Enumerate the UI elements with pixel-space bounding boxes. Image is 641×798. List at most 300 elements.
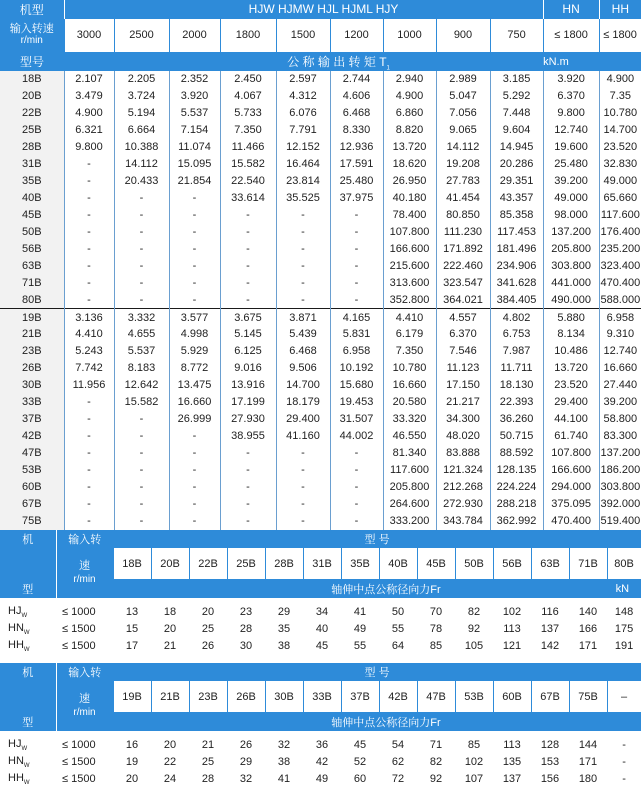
torque-value: 8.820	[383, 122, 436, 139]
torque-value: 9.800	[543, 105, 599, 122]
model-header-top: 机	[0, 663, 56, 681]
force-value: 116	[541, 606, 559, 619]
torque-value: 3.577	[169, 309, 220, 326]
torque-value: 10.192	[330, 360, 383, 377]
force-value: 135	[502, 756, 522, 769]
speed-cell: ≤ 1800	[599, 18, 641, 52]
torque-value: 10.486	[543, 343, 599, 360]
torque-value: 18.620	[383, 156, 436, 173]
torque-value: -	[276, 258, 330, 275]
torque-value: 26.999	[169, 411, 220, 428]
torque-value: -	[169, 292, 220, 309]
torque-value: 3.675	[220, 309, 276, 326]
force-value: 18	[163, 606, 177, 619]
torque-value: 181.496	[490, 241, 543, 258]
radial-force-row	[0, 604, 641, 621]
torque-value: -	[276, 445, 330, 462]
size-cell: 40B	[379, 548, 417, 580]
torque-value: 58.800	[599, 411, 641, 428]
size-label: 31B	[0, 156, 64, 173]
torque-value: -	[169, 445, 220, 462]
force-value: 191	[614, 640, 634, 653]
speed-label-2: 速	[79, 559, 90, 572]
torque-value: -	[64, 513, 114, 530]
size-label: 35B	[0, 173, 64, 190]
force-value: 36	[315, 739, 329, 752]
torque-value: 5.880	[543, 309, 599, 326]
torque-value: -	[330, 513, 383, 530]
force-value: 34	[315, 606, 329, 619]
torque-value: 10.780	[383, 360, 436, 377]
torque-value: 17.150	[436, 377, 490, 394]
size-cell: 67B	[531, 681, 569, 713]
torque-value: 2.450	[220, 71, 276, 88]
torque-value: 3.136	[64, 309, 114, 326]
size-cell: 28B	[265, 548, 303, 580]
force-value: 55	[391, 623, 405, 636]
torque-value: -	[330, 275, 383, 292]
torque-row	[0, 326, 641, 343]
torque-value: 294.000	[543, 479, 599, 496]
torque-value: 46.550	[383, 428, 436, 445]
force-value: -	[622, 739, 626, 752]
size-cell: 30B	[265, 681, 303, 713]
torque-value: -	[64, 479, 114, 496]
torque-value: -	[330, 207, 383, 224]
speed-unit: r/min	[73, 706, 96, 718]
torque-value: 323.400	[599, 258, 641, 275]
size-label: 25B	[0, 122, 64, 139]
torque-value: 7.35	[599, 88, 641, 105]
torque-value: 49.000	[543, 190, 599, 207]
force-value: 40	[315, 623, 329, 636]
size-label: 40B	[0, 190, 64, 207]
torque-value: 9.604	[490, 122, 543, 139]
torque-value: 7.448	[490, 105, 543, 122]
force-value: 142	[540, 640, 560, 653]
torque-value: 352.800	[383, 292, 436, 309]
force-value: 29	[239, 756, 253, 769]
model-header-bottom: 型	[0, 713, 56, 731]
force-value: 41	[353, 606, 367, 619]
torque-value: 14.112	[436, 139, 490, 156]
size-label: 63B	[0, 258, 64, 275]
torque-value: 3.920	[543, 71, 599, 88]
torque-value: 32.830	[599, 156, 641, 173]
model-name: HH	[8, 772, 24, 785]
torque-value: 36.260	[490, 411, 543, 428]
force-value: 72	[391, 773, 405, 786]
torque-value: 4.802	[490, 309, 543, 326]
torque-value: 5.145	[220, 326, 276, 343]
speed-limit: ≤ 1500	[62, 773, 96, 786]
torque-value: 7.350	[383, 343, 436, 360]
force-value: 148	[614, 606, 634, 619]
torque-value: 14.700	[599, 122, 641, 139]
force-value: 16	[125, 739, 139, 752]
force-title: 轴伸中点公称径向力Fr	[113, 713, 569, 731]
torque-value: 441.000	[543, 275, 599, 292]
size-cell: 50B	[455, 548, 493, 580]
force-value: 128	[540, 739, 560, 752]
force-value: 50	[391, 606, 405, 619]
force-value: 29	[277, 606, 291, 619]
torque-value: 4.312	[276, 88, 330, 105]
torque-value: 12.936	[330, 139, 383, 156]
torque-value: 2.352	[169, 71, 220, 88]
torque-value: -	[114, 513, 169, 530]
torque-unit: kN.m	[543, 55, 569, 68]
torque-row	[0, 122, 641, 139]
torque-value: 303.800	[599, 479, 641, 496]
size-cell: 71B	[569, 548, 607, 580]
size-label: 19B	[0, 309, 64, 326]
size-label: 50B	[0, 224, 64, 241]
torque-value: 7.791	[276, 122, 330, 139]
torque-value: 6.125	[220, 343, 276, 360]
torque-value: 5.047	[436, 88, 490, 105]
torque-value: 29.400	[543, 394, 599, 411]
torque-value: 362.992	[490, 513, 543, 530]
model-name-cell	[0, 737, 56, 754]
size-label: 60B	[0, 479, 64, 496]
torque-value: 117.600	[383, 462, 436, 479]
torque-value: 4.067	[220, 88, 276, 105]
model-subscript: W	[23, 647, 30, 654]
gap-row	[0, 788, 641, 792]
torque-value: -	[64, 275, 114, 292]
torque-row	[0, 224, 641, 241]
torque-value: -	[114, 411, 169, 428]
torque-value: -	[220, 479, 276, 496]
torque-value: 341.628	[490, 275, 543, 292]
torque-value: 235.200	[599, 241, 641, 258]
torque-value: 9.310	[599, 326, 641, 343]
torque-value: -	[114, 428, 169, 445]
model-name: HJ	[8, 605, 22, 618]
force-value: 42	[315, 756, 329, 769]
torque-value: 375.095	[543, 496, 599, 513]
torque-value: -	[220, 445, 276, 462]
force-value: 28	[239, 623, 253, 636]
torque-value: 83.888	[436, 445, 490, 462]
size-label: 80B	[0, 292, 64, 309]
force-value: 156	[540, 773, 560, 786]
torque-value: -	[114, 292, 169, 309]
torque-value: 4.900	[599, 71, 641, 88]
speed-cell: 3000	[64, 18, 114, 52]
force-value: 21	[163, 640, 177, 653]
torque-value: -	[64, 241, 114, 258]
torque-value: -	[220, 224, 276, 241]
torque-value: 15.582	[114, 394, 169, 411]
torque-value: 107.800	[383, 224, 436, 241]
torque-value: 6.370	[543, 88, 599, 105]
size-cell: 21B	[151, 681, 189, 713]
torque-value: 212.268	[436, 479, 490, 496]
radial-force-table	[0, 663, 641, 792]
torque-value: 313.600	[383, 275, 436, 292]
torque-value: 2.107	[64, 71, 114, 88]
torque-value: 22.393	[490, 394, 543, 411]
force-value: 180	[578, 773, 598, 786]
force-value: 32	[239, 773, 253, 786]
torque-value: -	[169, 513, 220, 530]
radial-force-row	[0, 754, 641, 771]
torque-value: 176.400	[599, 224, 641, 241]
torque-value: 8.134	[543, 326, 599, 343]
size-cell: 19B	[113, 681, 151, 713]
torque-value: -	[220, 275, 276, 292]
torque-value: 6.179	[383, 326, 436, 343]
size-cell: 18B	[113, 548, 151, 580]
size-cell: 23B	[189, 681, 227, 713]
torque-row	[0, 88, 641, 105]
torque-value: 171.892	[436, 241, 490, 258]
model-name-cell	[0, 771, 56, 788]
torque-value: -	[64, 428, 114, 445]
radial-header-row	[0, 530, 641, 548]
torque-value: 5.929	[169, 343, 220, 360]
size-group-label: 型 号	[113, 663, 641, 681]
model-header-bottom: 型	[0, 580, 56, 598]
torque-value: -	[330, 258, 383, 275]
torque-value: -	[276, 207, 330, 224]
force-value: -	[622, 773, 626, 786]
force-value: 60	[353, 773, 367, 786]
force-value: 121	[502, 640, 522, 653]
torque-value: 14.700	[276, 377, 330, 394]
torque-row	[0, 105, 641, 122]
force-value: -	[622, 756, 626, 769]
force-value: 78	[429, 623, 443, 636]
torque-value: 18.130	[490, 377, 543, 394]
torque-value: 288.218	[490, 496, 543, 513]
model-name: HN	[8, 755, 24, 768]
torque-title-sub: 1	[386, 64, 390, 71]
torque-value: -	[114, 496, 169, 513]
force-value: 49	[315, 773, 329, 786]
group-header-hj: HJW HJMW HJL HJML HJY	[64, 0, 543, 18]
gap-cell	[0, 655, 641, 663]
torque-value: 2.744	[330, 71, 383, 88]
force-value: 35	[277, 623, 291, 636]
force-value: 52	[353, 756, 367, 769]
size-cell: 56B	[493, 548, 531, 580]
torque-value: 12.642	[114, 377, 169, 394]
force-value: 22	[163, 756, 177, 769]
torque-row	[0, 207, 641, 224]
model-subscript: W	[23, 763, 30, 770]
torque-value: -	[64, 394, 114, 411]
torque-value: -	[220, 496, 276, 513]
torque-value: 4.998	[169, 326, 220, 343]
torque-value: 111.230	[436, 224, 490, 241]
model-name-cell	[0, 604, 56, 621]
torque-value: -	[169, 275, 220, 292]
torque-value: 4.165	[330, 309, 383, 326]
torque-row	[0, 258, 641, 275]
speed-label-2: 速	[79, 692, 90, 705]
force-value: 26	[201, 640, 215, 653]
torque-title-text: 公 称 输 出 转 矩 T	[287, 54, 387, 69]
torque-value: 3.920	[169, 88, 220, 105]
force-value: 25	[201, 623, 215, 636]
torque-value: -	[276, 275, 330, 292]
force-value: 28	[201, 773, 215, 786]
speed-header-top: 输入转	[56, 663, 113, 681]
force-value: 25	[201, 756, 215, 769]
torque-value: 39.200	[543, 173, 599, 190]
torque-value: 9.065	[436, 122, 490, 139]
torque-value: -	[169, 224, 220, 241]
size-label: 56B	[0, 241, 64, 258]
torque-value: 81.340	[383, 445, 436, 462]
radial-force-row	[0, 621, 641, 638]
torque-value: 5.243	[64, 343, 114, 360]
torque-row	[0, 496, 641, 513]
speed-header-top: 输入转	[56, 530, 113, 548]
speed-limit: ≤ 1000	[62, 739, 96, 752]
torque-value: 40.180	[383, 190, 436, 207]
torque-row	[0, 513, 641, 530]
size-cell: 31B	[303, 548, 341, 580]
torque-value: 6.321	[64, 122, 114, 139]
size-cell: 37B	[341, 681, 379, 713]
torque-value: -	[220, 241, 276, 258]
torque-value: -	[330, 479, 383, 496]
torque-value: 3.479	[64, 88, 114, 105]
size-header: 型号	[19, 54, 44, 69]
torque-value: 16.464	[276, 156, 330, 173]
torque-value: 27.440	[599, 377, 641, 394]
speed-cell: 1500	[276, 18, 330, 52]
torque-row	[0, 156, 641, 173]
torque-value: -	[276, 462, 330, 479]
torque-value: 41.160	[276, 428, 330, 445]
torque-value: 6.664	[114, 122, 169, 139]
size-label: 42B	[0, 428, 64, 445]
torque-value: 39.200	[599, 394, 641, 411]
torque-value: 19.600	[543, 139, 599, 156]
model-subscript: W	[21, 746, 28, 753]
torque-value: 23.814	[276, 173, 330, 190]
speed-cell: 1800	[220, 18, 276, 52]
force-unit: kN	[569, 580, 641, 598]
torque-value: -	[64, 292, 114, 309]
torque-value: -	[114, 224, 169, 241]
input-speed-unit: r/min	[20, 35, 43, 46]
torque-value: 65.660	[599, 190, 641, 207]
torque-value: 6.076	[276, 105, 330, 122]
size-cell: 60B	[493, 681, 531, 713]
size-cell: 45B	[417, 548, 455, 580]
torque-value: 392.000	[599, 496, 641, 513]
force-value: 13	[125, 606, 139, 619]
force-value: 38	[277, 640, 291, 653]
torque-value: 2.597	[276, 71, 330, 88]
speed-cell: 2500	[114, 18, 169, 52]
radial-size-row	[0, 681, 641, 713]
torque-value: 17.591	[330, 156, 383, 173]
group-header-hh: HH	[599, 0, 641, 18]
torque-row	[0, 462, 641, 479]
input-speed-header	[0, 18, 64, 52]
force-value: 82	[467, 606, 481, 619]
torque-value: 5.733	[220, 105, 276, 122]
torque-value: 20.286	[490, 156, 543, 173]
force-value: 20	[163, 623, 177, 636]
torque-value: -	[169, 428, 220, 445]
force-value: 54	[391, 739, 405, 752]
torque-value: 166.600	[543, 462, 599, 479]
torque-value: 23.520	[543, 377, 599, 394]
torque-value: -	[64, 156, 114, 173]
force-value: 38	[277, 756, 291, 769]
speed-cell: ≤ 1800	[543, 18, 599, 52]
torque-value: -	[169, 462, 220, 479]
torque-row	[0, 377, 641, 394]
torque-value: 364.021	[436, 292, 490, 309]
force-value: 92	[429, 773, 443, 786]
torque-value: -	[114, 258, 169, 275]
force-value: 175	[614, 623, 634, 636]
torque-value: 7.056	[436, 105, 490, 122]
torque-value: 2.940	[383, 71, 436, 88]
torque-value: -	[64, 258, 114, 275]
torque-value: 4.410	[64, 326, 114, 343]
torque-value: -	[220, 462, 276, 479]
torque-value: -	[330, 445, 383, 462]
torque-value: 3.871	[276, 309, 330, 326]
size-label: 22B	[0, 105, 64, 122]
torque-value: 11.123	[436, 360, 490, 377]
torque-value: 6.370	[436, 326, 490, 343]
force-value: 62	[391, 756, 405, 769]
torque-table-body	[0, 71, 641, 530]
torque-value: 16.660	[599, 360, 641, 377]
torque-value: 19.453	[330, 394, 383, 411]
torque-row	[0, 428, 641, 445]
force-value: 26	[239, 739, 253, 752]
torque-value: 128.135	[490, 462, 543, 479]
force-value: 102	[502, 606, 522, 619]
torque-value: 8.330	[330, 122, 383, 139]
torque-value: 13.720	[543, 360, 599, 377]
torque-value: 4.655	[114, 326, 169, 343]
torque-value: 2.205	[114, 71, 169, 88]
torque-value: 5.292	[490, 88, 543, 105]
torque-value: -	[64, 207, 114, 224]
torque-value: 234.906	[490, 258, 543, 275]
torque-value: 4.606	[330, 88, 383, 105]
force-value: 20	[201, 606, 215, 619]
torque-value: 61.740	[543, 428, 599, 445]
torque-row	[0, 479, 641, 496]
radial-size-row	[0, 548, 641, 580]
torque-value: 12.740	[543, 122, 599, 139]
size-label: 18B	[0, 71, 64, 88]
model-name-cell	[0, 638, 56, 655]
force-value: 102	[464, 756, 484, 769]
model-subscript: W	[23, 630, 30, 637]
torque-value: -	[220, 207, 276, 224]
torque-row	[0, 360, 641, 377]
model-name: HH	[8, 639, 24, 652]
size-label: 23B	[0, 343, 64, 360]
torque-value: 5.537	[114, 343, 169, 360]
torque-value: -	[276, 292, 330, 309]
